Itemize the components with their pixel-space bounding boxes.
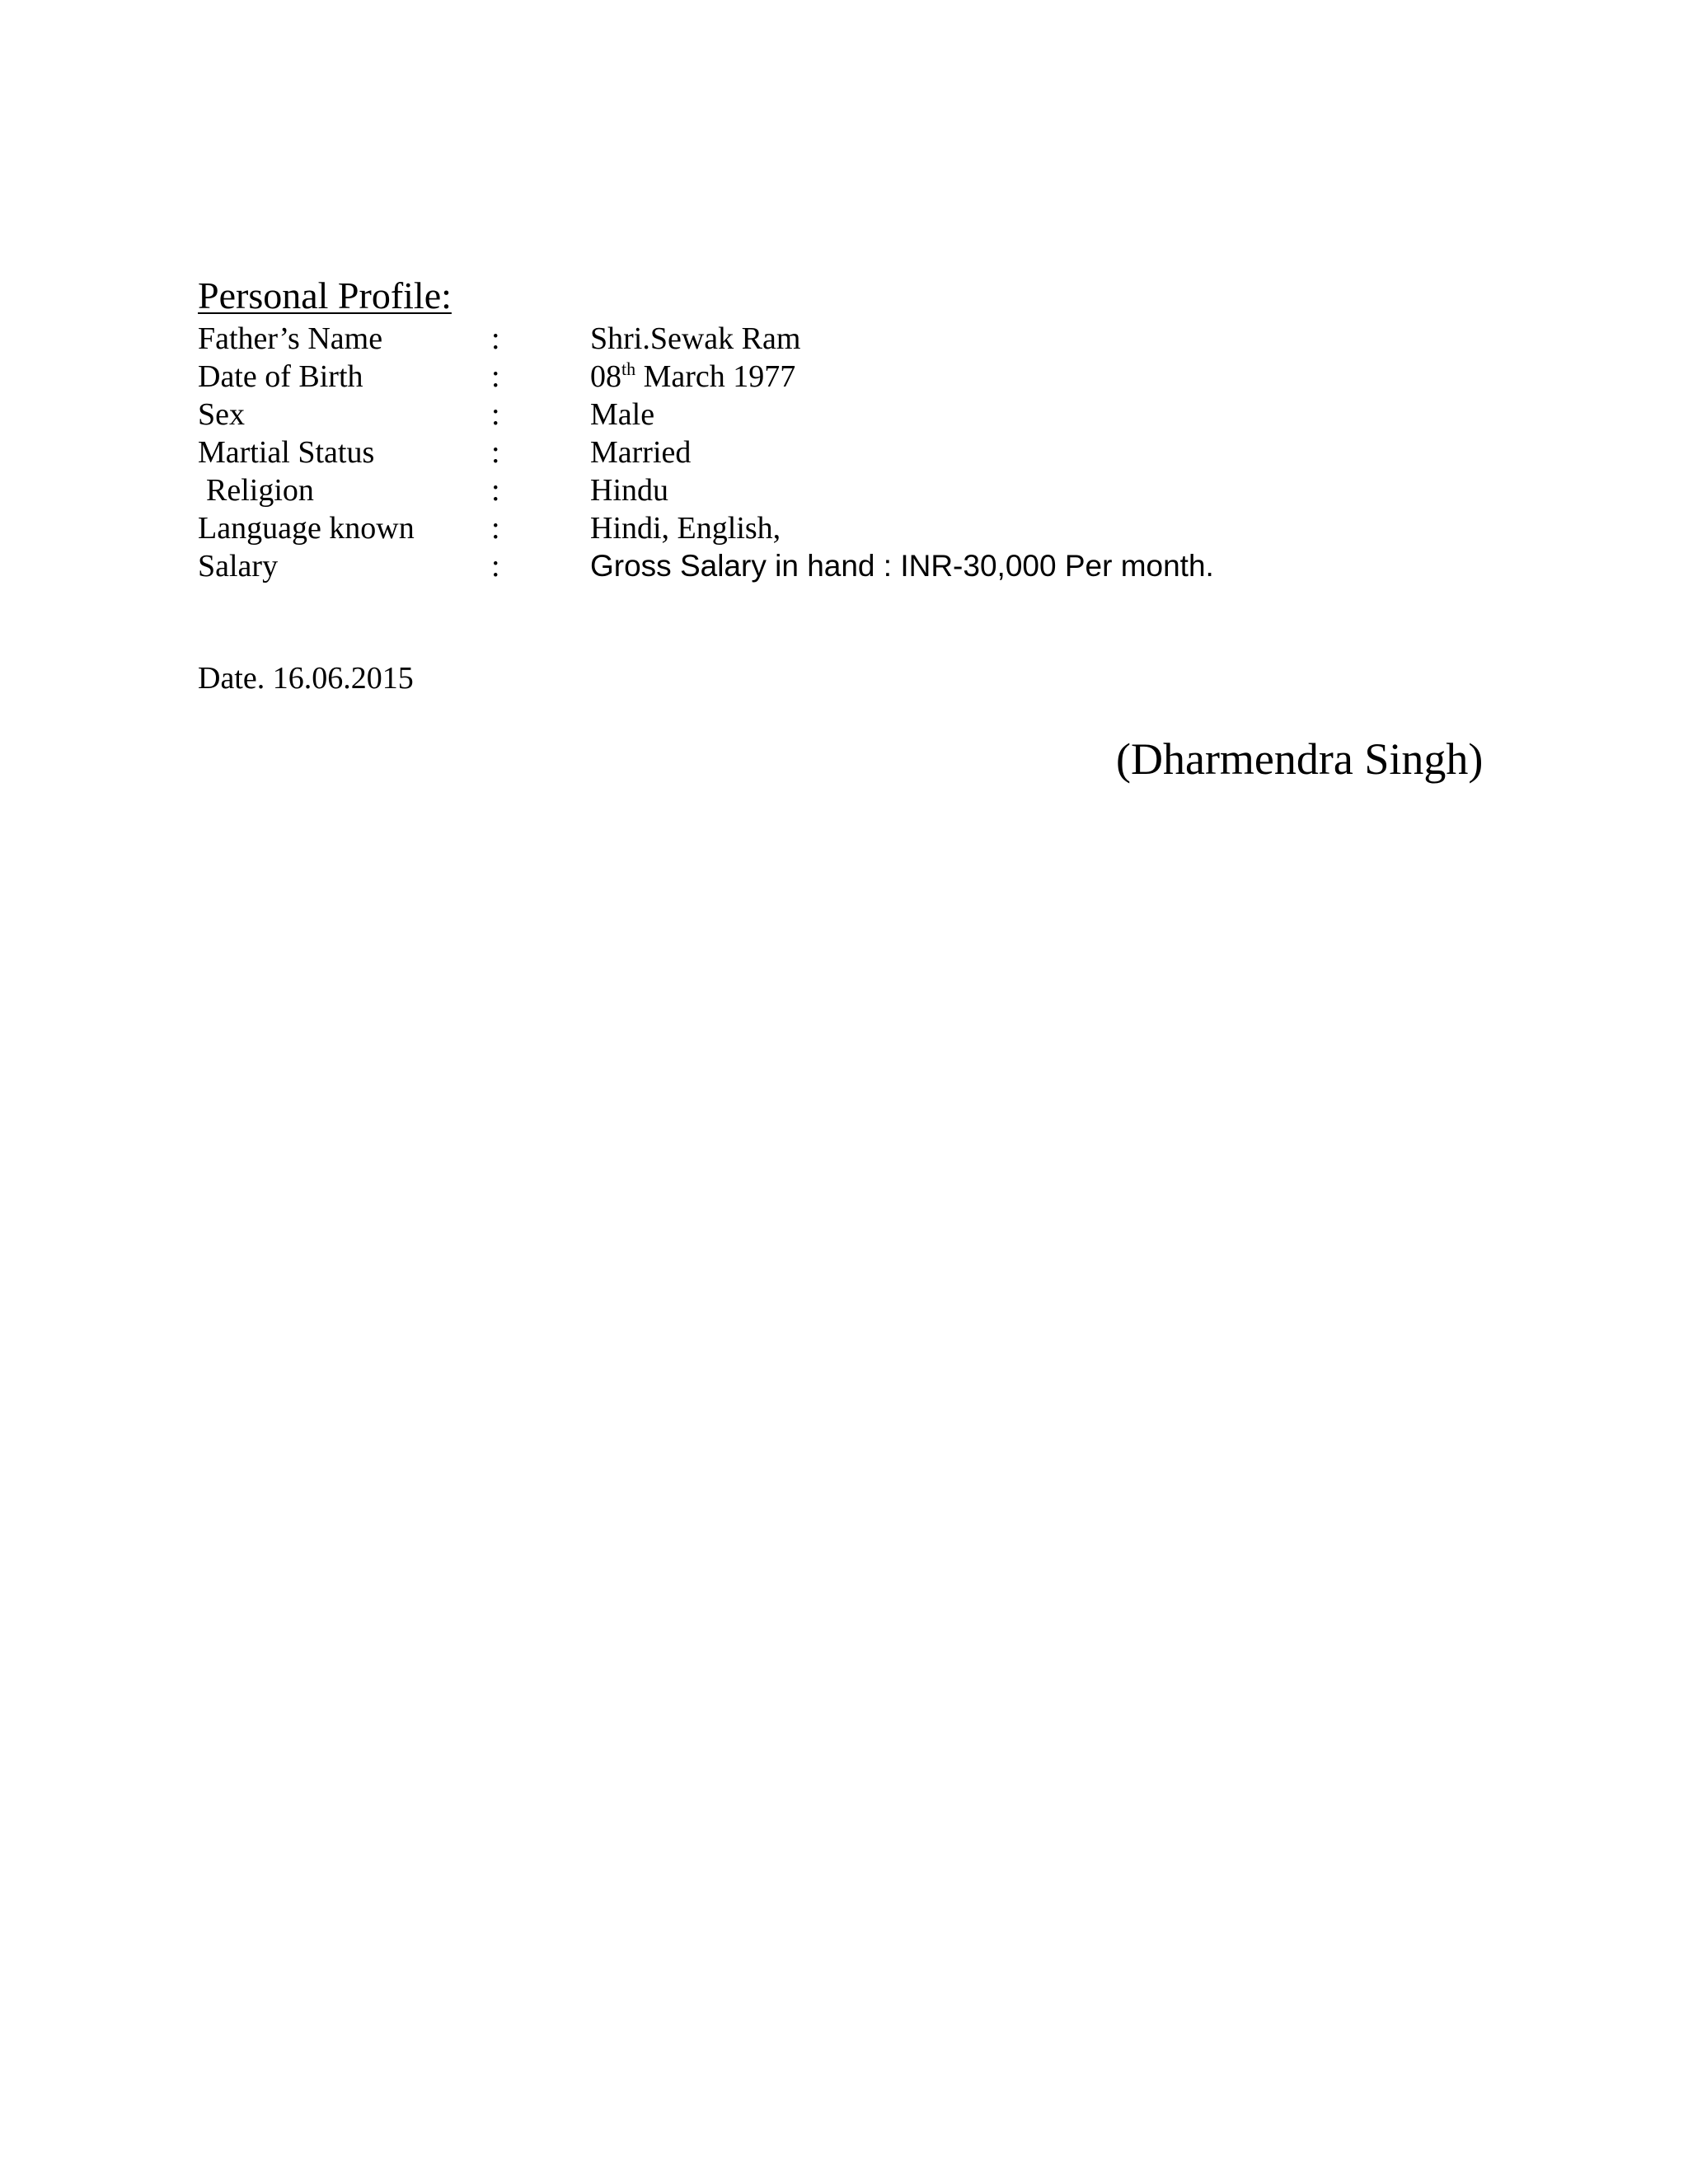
row-separator: : <box>491 435 500 470</box>
section-heading-personal-profile: Personal Profile: <box>198 274 452 316</box>
row-label: Sex <box>198 397 245 432</box>
row-label: Martial Status <box>198 435 375 470</box>
profile-row-religion <box>0 471 1688 509</box>
row-value-ordinal-suffix: th <box>621 359 636 379</box>
signature-name: (Dharmendra Singh) <box>1116 734 1484 784</box>
profile-row-language-known <box>0 509 1688 547</box>
row-value: Hindu <box>590 473 668 508</box>
date-line: Date. 16.06.2015 <box>198 661 414 696</box>
profile-row-fathers-name <box>0 320 1688 358</box>
profile-row-salary <box>0 547 1688 585</box>
row-separator: : <box>491 511 500 546</box>
row-value-month-year: March 1977 <box>635 359 796 394</box>
profile-row-martial-status <box>0 434 1688 471</box>
row-label: Date of Birth <box>198 359 363 394</box>
row-separator: : <box>491 397 500 432</box>
profile-row-sex <box>0 396 1688 434</box>
row-value: Gross Salary in hand : INR-30,000 Per month. <box>590 549 1214 583</box>
row-label: Salary <box>198 549 279 583</box>
row-label: Religion <box>206 473 314 508</box>
row-value <box>590 358 795 396</box>
row-value: Married <box>590 435 692 470</box>
row-separator: : <box>491 473 500 508</box>
row-label: Language known <box>198 511 415 546</box>
row-value-day: 08 <box>590 359 621 394</box>
row-value: Shri.Sewak Ram <box>590 321 801 356</box>
profile-row-date-of-birth <box>0 358 1688 396</box>
row-value: Male <box>590 397 655 432</box>
row-separator: : <box>491 549 500 583</box>
row-separator: : <box>491 359 500 394</box>
row-separator: : <box>491 321 500 356</box>
row-label: Father’s Name <box>198 321 383 356</box>
row-value: Hindi, English, <box>590 511 781 546</box>
